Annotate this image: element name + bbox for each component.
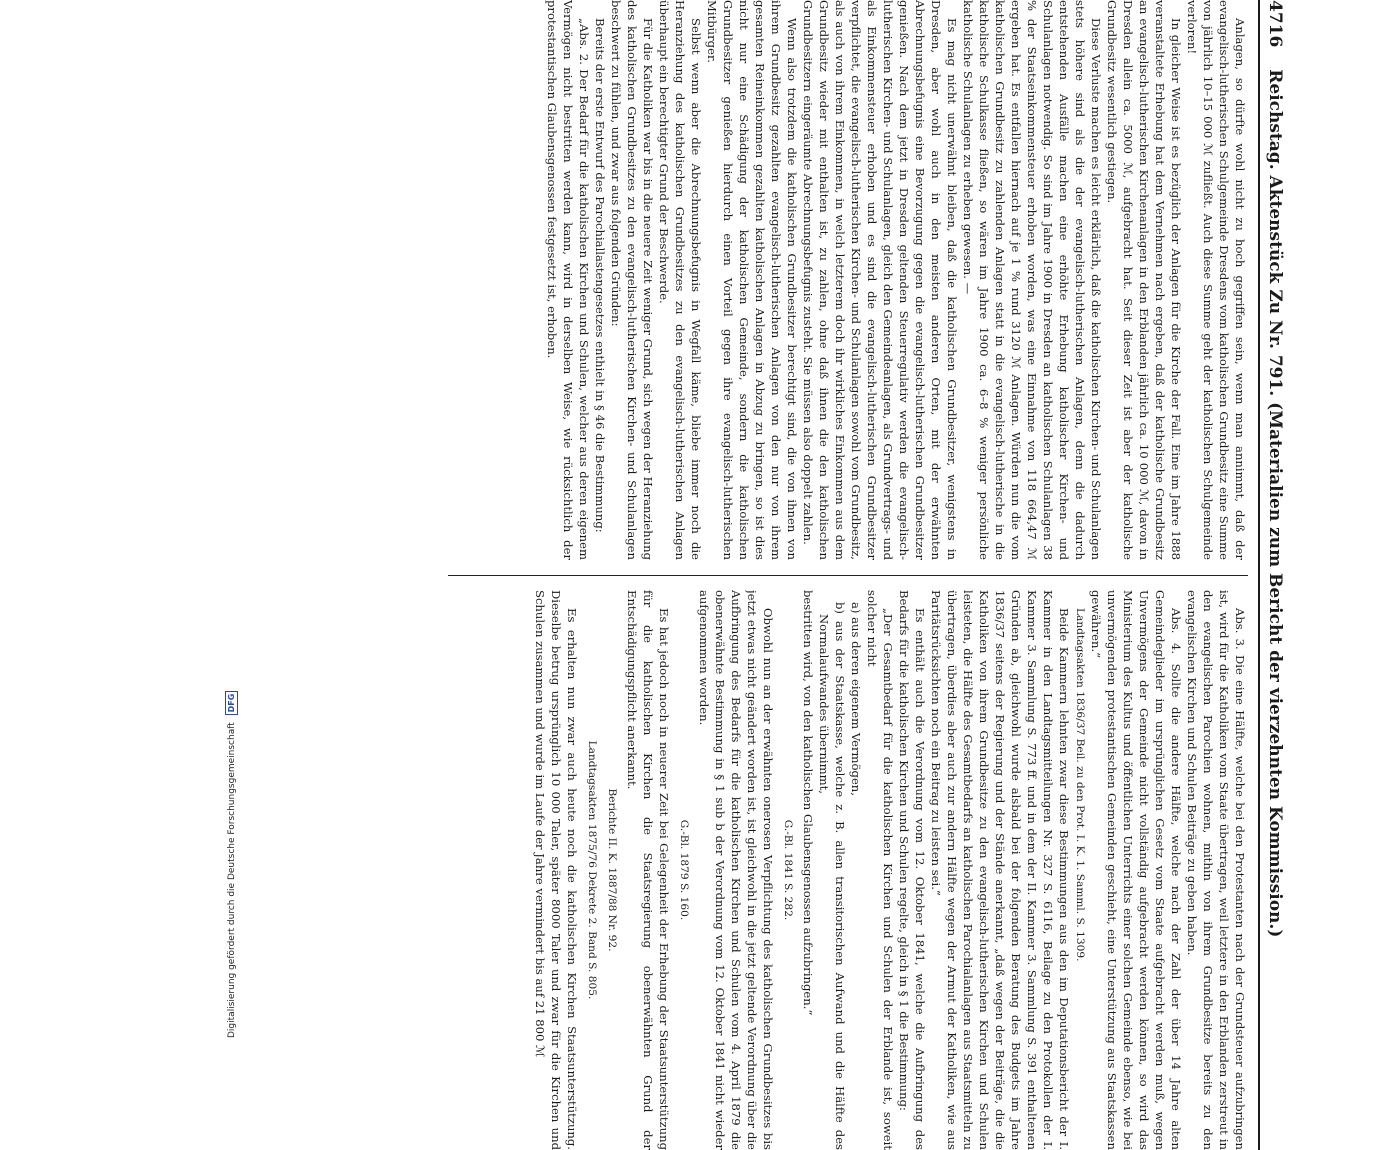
paragraph: Anlagen, so dürfte wohl nicht zu hoch gegriffen sein, wenn man annimmt, daß der evangelisch-lutherischen Schulgemeinde Dresdens vom katholischen Grundbesitz eine Summe von jährlich 10–15 000 ℳ zufließt. Auch diese Summe geht der katholischen Schulgemeinde verloren! [1185, 0, 1247, 560]
source-reference: G.-Bl. 1841 S. 282. [782, 819, 794, 921]
source-reference: Landtagsakten 1836/37 Beil. zu den Prot. I. K. 1. Samml. S. 1309. [1074, 608, 1086, 962]
right-column [448, 590, 1248, 1150]
quoted-paragraph: Abs. 3. Die eine Hälfte, welche bei den Protestanten nach der Grundsteuer aufzubringen ist, wird für die Katholiken vom Staate übertragen, weil letztere in den Erblanden zerstreut in den evangelischen Parochien wohnen, mithin von ihrem Grundbesitze bereits zu den evangelischen Kirchen und Schulen Beiträge zu geben haben. [1185, 590, 1247, 1150]
list-item: b) aus der Staatskasse, welche z. B. allen transitorischen Aufwand und die Hälfte des Normalaufwandes übernimmt, [817, 602, 847, 1150]
paragraph: Es hat jedoch noch in neuerer Zeit bei Gelegenheit der Erhebung der Staatsunterstützung für die katholischen Kirchen die Staatsregierung obenerwähnten Grund der Entschädigungspflicht anerkannt. [625, 590, 671, 1150]
dfg-logo: DFG [225, 691, 238, 716]
paragraph: Diese Verluste machen es leicht erklärlich, daß die katholischen Kirchen- und Schulanlagen stets höhere sind als die der evangelisch-lutherischen Anlagen, denn die dadurch entstehenden Ausfälle machen eine erhöhte Erhebung katholischer Kirchen- und Schulanlagen notwendig. So sind im Jahre 1900 in Dresden an katholischen Schulanlagen 38 % der Staatseinkommensteuer erhoben worden, was eine Einnahme von 118 664,47 ℳ ergeben hat. Es entfallen hiernach auf je 1 % rund 3120 ℳ Anlagen. Würden nun die vom katholischen Grundbesitz zu zahlenden Anlagen statt in die evangelisch-lutherische in die katholische Schulkasse fließen, so wären im Jahre 1900 ca. 6–8 % weniger persönliche katholische Schulanlagen zu erheben gewesen. — [961, 0, 1103, 560]
paragraph: Selbst wenn aber die Abrechnungsbefugnis in Wegfall käme, bliebe immer noch die Heranziehung des katholischen Grundbesitzes zu den evangelisch-lutherischen Anlagen überhaupt ein berechtigter Grund der Beschwerde. [657, 0, 703, 560]
page-title: Reichstag. Aktenstück Zu Nr. 791. (Materialien zum Bericht der vierzehnten Kommission.) [1265, 69, 1285, 938]
paragraph: Für die Katholiken war bis in die neuere Zeit weniger Grund, sich wegen der Heranziehung des katholischen Grundbesitzes zu den evangelisch-lutherischen Kirchen- und Schulanlagen beschwert zu fühlen, und zwar aus folgenden Gründen: [609, 0, 655, 560]
paragraph: Es erhalten nun zwar auch heute noch die katholischen Kirchen Staatsunterstützung. Dieselbe betrug ursprünglich 10 000 Taler, später 8000 Taler und zwar für die Kirchen und Schulen zusammen und wurde im Laufe der Jahre vermindert bis auf 21 800 ℳ [533, 590, 579, 1150]
source-reference: Landtagsakten 1875/76 Dekrete 2. Band S. 805. [586, 740, 598, 1000]
page-number: 4716 [1265, 0, 1285, 48]
page-header [1258, 0, 1290, 1150]
text-columns [448, 0, 1248, 1150]
paragraph: Beide Kammern lehnten zwar diese Bestimmungen aus den im Deputationsbericht der I. Kammer in den Landtagsmitteilungen Nr. 327 S. 6116, Beilage zu den Protokollen der I. Kammer 3. Sammlung S. 773 ff. und in dem der II. Kammer 3. Sammlung S. 391 enthaltenen Gründen ab, gleichwohl wurde alsbald bei der folgenden Beratung des Budgets im Jahre 1836/37 seitens der Regierung und der Stände anerkannt, „daß wegen der Beiträge, die die Katholiken von ihrem Grundbesitze zu den evangelisch-lutherischen Kirchen und Schulen leisteten, die Hälfte des Gesamtbedarfs an katholischen Parochialanlagen aus Staatsmitteln zu übertragen, überdies aber auch zur andern Hälfte wegen der Armut der Katholiken, wie aus Paritätsrücksichten noch ein Beitrag zu leisten sei.“ [929, 590, 1071, 1150]
footer-text: Digitalisierung gefördert durch die Deutsche Forschungsgemeinschaft [227, 722, 237, 1038]
quoted-paragraph: Abs. 4. Sollte die andere Hälfte, welche nach der Zahl der über 14 Jahre alten Gemeindeglieder im ursprünglichen Gesetz vom Staate aufgebracht werden muß, wegen Unvermögens der Gemeinde nicht vollständig aufgebracht werden können, so wird das Ministerium des Kultus und öffentlichen Unterrichts einer solchen Gemeinde ebenso, wie bei unvermögenden protestantischen Gemeinden geschieht, eine Unterstützung aus Staatskassen gewähren.“ [1089, 590, 1183, 1150]
paragraph: Obwohl nun an der erwähnten onerosen Verpflichtung des katholischen Grundbesitzes bis jetzt etwas nicht geändert worden ist, ist gleichwohl in die jetzt geltende Verordnung über die Aufbringung des Bedarfs für die katholischen Kirchen und Schulen vom 4. April 1879 die obenerwähnte Bestimmung in § 1 sub b der Verordnung vom 12. Oktober 1841 nicht wieder aufgenommen worden. [697, 590, 775, 1150]
quoted-paragraph: „Der Gesamtbedarf für die katholischen Kirchen und Schulen der Erblande ist, soweit solcher nicht [865, 590, 895, 1150]
paragraph: Bereits der erste Entwurf des Parochiallastengesetzes enthielt in § 46 die Bestimmung: [593, 18, 607, 533]
column-divider [448, 575, 1248, 576]
left-column [448, 0, 1248, 560]
quoted-paragraph: „Abs. 2. Der Bedarf für die katholischen Kirchen und Schulen, welcher aus deren eigenem Vermögen nicht bestritten werden kann, wird in derselben Weise, wie rücksichtlich der protestantischen Glaubensgenossen festgesetzt ist, erhoben. [545, 0, 591, 560]
source-reference: G.-Bl. 1879 S. 160. [678, 819, 690, 921]
source-reference: Berichte II. K. 1887/88 Nr. 92. [606, 788, 618, 952]
paragraph: Es enthält auch die Verordnung vom 12. Oktober 1841, welche die Aufbringung des Bedarfs für die katholischen Kirchen und Schulen regelte, gleich in § 1 die Bestimmung: [897, 590, 927, 1150]
paragraph: Wenn also trotzdem die katholischen Grundbesitzer berechtigt sind, die von ihnen von ihrem Grundbesitz gezahlten evangelisch-lutherischen Anlagen von den nur von ihrem gesamten Reineinkommen gezahlten katholischen Anlagen in Abzug zu bringen, so ist dies nicht nur eine Schädigung der katholischen Gemeinde, sondern die katholischen Grundbesitzer genießen hierdurch einen Vorteil gegen ihre evangelisch-lutherischen Mitbürger. [705, 0, 799, 560]
list-item: a) aus deren eigenem Vermögen, [849, 602, 863, 796]
paragraph: Es mag nicht unerwähnt bleiben, daß die katholischen Grundbesitzer, wenigstens in Dresden, aber wohl auch in den meisten anderen Orten, mit der erwähnten Abrechnungsbefugnis eine Bevorzugung gegen die evangelisch-lutherischen Grundbesitzer genießen. Nach dem jetzt in Dresden geltenden Steuerregulativ werden die evangelisch-lutherischen Kirchen- und Schulanlagen, gleich den Gemeindeanlagen, als Grundvertrags- und als Einkommensteuer erhoben und es sind die evangelisch-lutherischen Grundbesitzer verpflichtet, die evangelisch-lutherischen Kirchen- und Schulanlagen sowohl vom Grundbesitz, als auch von ihrem Einkommen, in welch letzterem doch ihr wirkliches Einkommen aus dem Grundbesitz wieder mit enthalten ist, zu zahlen, ohne daß ihnen die den katholischen Grundbesitzern eingeräumte Abrechnungsbefugnis zusteht. Sie müssen also doppelt zahlen. [801, 0, 959, 560]
paragraph: In gleicher Weise ist es bezüglich der Anlagen für die Kirche der Fall. Eine im Jahre 1888 veranstaltete Erhebung hat dem Vernehmen nach ergeben, daß der katholische Grundbesitz an evangelisch-lutherischen Kirchenanlagen in den Erblanden jährlich ca. 10 000 ℳ, davon in Dresden allein ca. 5000 ℳ, aufgebracht hat. Seit dieser Zeit ist aber der katholische Grundbesitz wesentlich gestiegen. [1105, 0, 1183, 560]
paragraph: bestritten wird, von den katholischen Glaubensgenossen aufzubringen.“ [801, 590, 815, 1016]
